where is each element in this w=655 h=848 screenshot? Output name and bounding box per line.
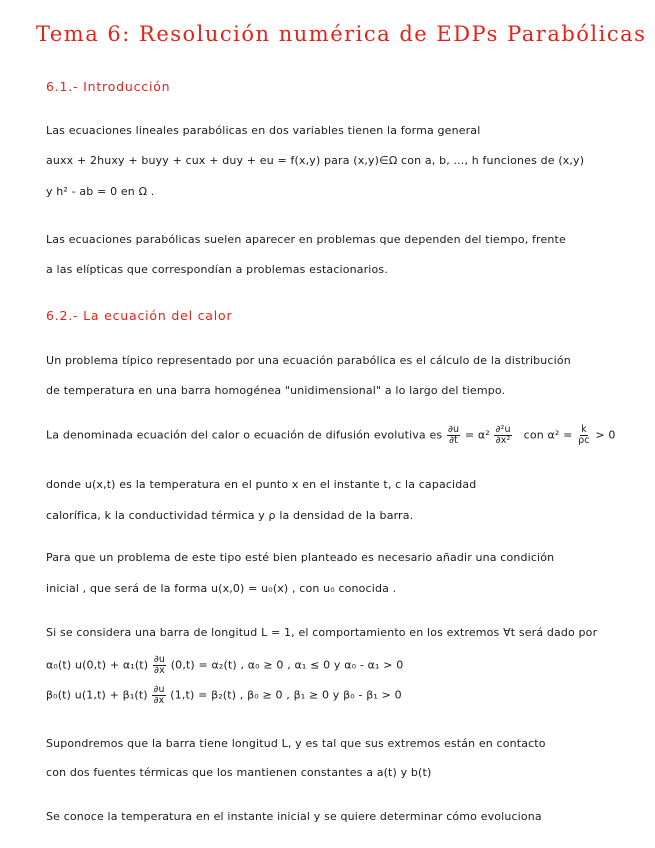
heat-line-8: Si se considera una barra de longitud L = 1, el comportamiento en los extremos ∀t será dado por [46,626,598,639]
intro-general-form: auxx + 2huxy + buyy + cux + duy + eu = f(x,y) para (x,y)∈Ω con a, b, ..., h funciones de (x,y) [46,154,585,167]
boundary-condition-right: β₀(t) u(1,t) + β₁(t) $\frac{\partial u}{\partial x}$ (1,t) = β₂(t) , β₀ ≥ 0 , β₁ ≥ 0 y β₀ - β₁ > 0 [46,684,402,706]
heat-equation-intro: La denominada ecuación del calor o ecuación de difusión evolutiva es [46,428,443,442]
intro-line-3: y h² - ab = 0 en Ω . [46,185,155,198]
heat-line-10: con dos fuentes térmicas que los mantienen constantes a a(t) y b(t) [46,766,432,779]
d2u-dx2-fraction: $\frac{\text{∂²u}}{\text{∂x²}}$ [495,424,511,446]
k-rho-c-fraction: $\frac{k}{\rho c}$ [578,424,590,446]
section-heading-ecuacion-calor: 6.2.- La ecuación del calor [46,308,233,323]
greater-than-zero: > 0 [595,428,616,442]
page-title: Tema 6: Resolución numérica de EDPs Parabólicas [36,22,647,46]
heat-line-7: inicial , que será de la forma u(x,0) = u₀(x) , con u₀ conocida . [46,582,397,595]
du-dx-fraction-right: $\frac{\partial u}{\partial x}$ [153,684,165,706]
heat-line-11: Se conoce la temperatura en el instante inicial y se quiere determinar cómo evoluciona [46,810,542,823]
heat-line-1: Un problema típico representado por una ecuación parabólica es el cálculo de la distribución [46,354,571,367]
heat-equation-line [46,425,636,446]
heat-line-6: Para que un problema de este tipo esté bien planteado es necesario añadir una condición [46,551,555,564]
du-dt-fraction: $\frac{\partial u}{\partial t}$ [447,424,460,446]
alpha-definition: con α² = [523,428,573,442]
heat-line-2: de temperatura en una barra homogénea "unidimensional" a lo largo del tiempo. [46,384,506,397]
boundary-condition-left: α₀(t) u(0,t) + α₁(t) $\frac{\partial u}{\partial x}$ (0,t) = α₂(t) , α₀ ≥ 0 , α₁ ≤ 0 y α₀ - α₁ > 0 [46,654,404,676]
heat-line-9: Supondremos que la barra tiene longitud L, y es tal que sus extremos están en contacto [46,737,546,750]
heat-line-4: donde u(x,t) es la temperatura en el punto x en el instante t, c la capacidad [46,478,477,491]
section-heading-introduccion: 6.1.- Introducción [46,79,171,94]
intro-line-5: a las elípticas que correspondían a problemas estacionarios. [46,263,388,276]
heat-line-5: calorífica, k la conductividad térmica y ρ la densidad de la barra. [46,509,414,522]
intro-line-4: Las ecuaciones parabólicas suelen aparecer en problemas que dependen del tiempo, frente [46,233,566,246]
du-dx-fraction-left: $\frac{\partial u}{\partial x}$ [153,654,166,676]
equals-alpha-squared: = α² [464,428,490,442]
intro-line-1: Las ecuaciones lineales parabólicas en dos variables tienen la forma general [46,124,481,137]
